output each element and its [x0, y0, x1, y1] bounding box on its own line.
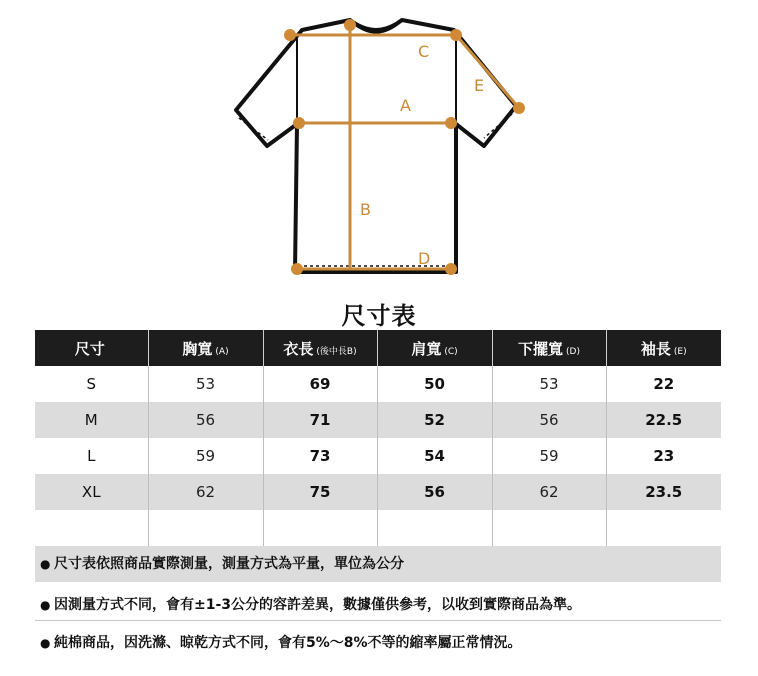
cell-hem: 56 [492, 402, 606, 438]
cell-length: 73 [263, 438, 377, 474]
bullet-icon: ● [40, 598, 51, 612]
label-a: A [400, 96, 411, 115]
cell-hem: 62 [492, 474, 606, 510]
cell-shoulder: 56 [377, 474, 492, 510]
cell-empty [606, 510, 721, 546]
cell-size: XL [35, 474, 148, 510]
cell-sleeve: 22 [606, 366, 721, 402]
measure-point [450, 29, 462, 41]
cell-empty [492, 510, 606, 546]
note-tolerance [35, 589, 721, 621]
measure-point [293, 117, 305, 129]
cell-chest: 62 [148, 474, 263, 510]
cell-sleeve: 22.5 [606, 402, 721, 438]
cell-shoulder: 54 [377, 438, 492, 474]
cell-sleeve: 23.5 [606, 474, 721, 510]
table-row [35, 402, 721, 438]
cell-shoulder: 52 [377, 402, 492, 438]
note-text: 純棉商品，因洗滌、晾乾方式不同，會有5%～8%不等的縮率屬正常情況。 [54, 635, 522, 651]
table-row [35, 438, 721, 474]
cell-length: 71 [263, 402, 377, 438]
cell-size: S [86, 375, 97, 393]
measure-point [344, 19, 356, 31]
cell-chest: 53 [148, 366, 263, 402]
cell-size: M [35, 402, 148, 438]
bullet-icon: ● [40, 557, 51, 571]
table-row [35, 366, 721, 402]
header-sleeve-length: 袖長 (E) [606, 330, 721, 366]
table-row [35, 474, 721, 510]
label-c: C [418, 42, 430, 61]
cell-size: L [87, 447, 96, 465]
cell-empty [148, 510, 263, 546]
measure-point [445, 117, 457, 129]
tshirt-measurement-diagram [0, 0, 758, 290]
label-b: B [360, 200, 371, 219]
cell-hem: 53 [492, 366, 606, 402]
cell-chest: 56 [148, 402, 263, 438]
note-text: 因測量方式不同，會有±1-3公分的容許差異，數據僅供參考，以收到實際商品為準。 [54, 597, 582, 613]
note-shrinkage [35, 627, 721, 659]
cell-length: 69 [263, 366, 377, 402]
bullet-icon: ● [40, 636, 51, 650]
measure-point [284, 29, 296, 41]
measure-point [513, 102, 525, 114]
size-chart-title: 尺寸表 [341, 302, 417, 330]
label-d: D [418, 249, 431, 268]
table-row [35, 510, 721, 546]
cell-length: 75 [263, 474, 377, 510]
cell-empty [377, 510, 492, 546]
cell-shoulder: 50 [377, 366, 492, 402]
label-e: E [474, 76, 485, 95]
cell-sleeve: 23 [606, 438, 721, 474]
header-body-length: 衣長 (後中長B) [263, 330, 377, 366]
cell-empty [263, 510, 377, 546]
header-shoulder-width: 肩寬 (C) [377, 330, 492, 366]
note-text: 尺寸表依照商品實際測量，測量方式為平量，單位為公分 [54, 556, 404, 572]
header-chest-width: 胸寬 (A) [148, 330, 263, 366]
size-chart-table [35, 330, 721, 546]
note-measurement-method [35, 546, 721, 582]
header-size: 尺寸 [35, 330, 148, 366]
measure-point [291, 263, 303, 275]
table-header-row [35, 330, 721, 366]
measure-point [445, 263, 457, 275]
cell-hem: 59 [492, 438, 606, 474]
cell-chest: 59 [148, 438, 263, 474]
header-hem-width: 下擺寬 (D) [492, 330, 606, 366]
cell-empty [35, 510, 148, 546]
